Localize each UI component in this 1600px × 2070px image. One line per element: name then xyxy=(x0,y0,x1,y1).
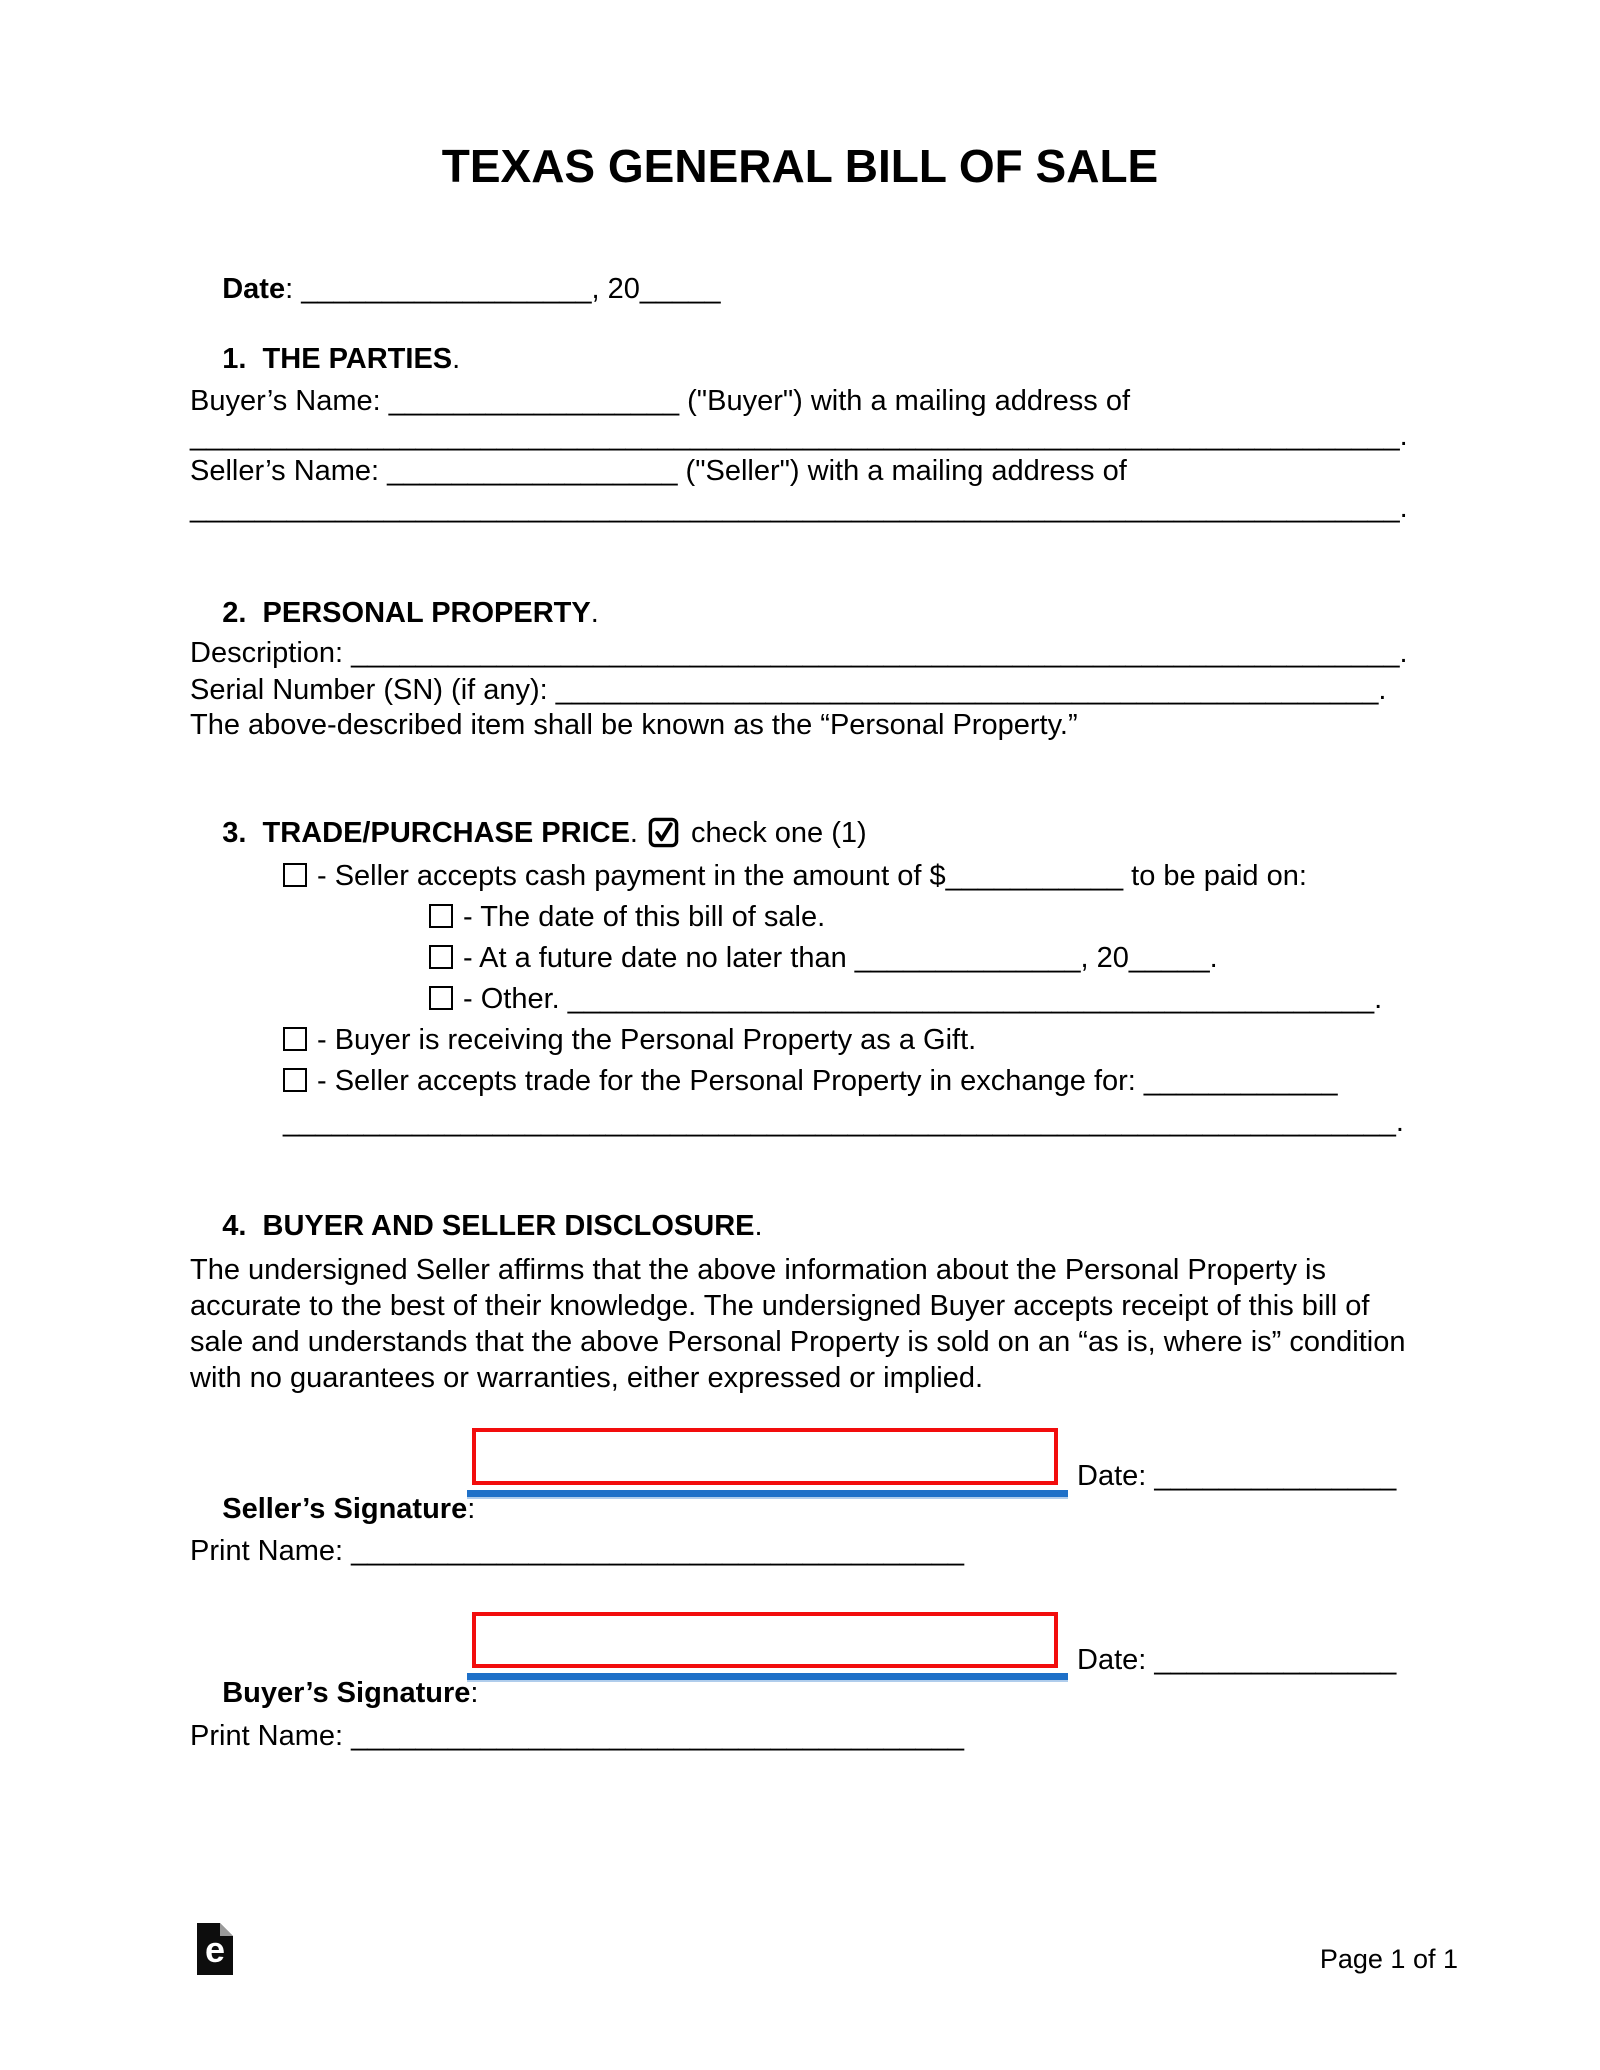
option-gift: - Buyer is receiving the Personal Property as a Gift. xyxy=(283,1024,976,1057)
buyer-signature-field[interactable] xyxy=(472,1612,1058,1668)
buyer-address-blank: ___________________________________________________________________________. xyxy=(190,420,1408,452)
option-future-date: - At a future date no later than ______________, 20_____. xyxy=(429,942,1218,975)
seller-date-line: Date: _______________ xyxy=(1077,1460,1397,1492)
eforms-logo-icon xyxy=(197,1923,233,1975)
option-trade: - Seller accepts trade for the Personal Property in exchange for: ____________ xyxy=(283,1065,1337,1098)
seller-name-line: Seller’s Name: __________________ ("Seller") with a mailing address of xyxy=(190,455,1127,487)
date-blank: : __________________, 20_____ xyxy=(285,273,721,305)
checkbox-unchecked-icon[interactable] xyxy=(283,863,307,887)
checkbox-checked-icon xyxy=(648,817,679,856)
page-number: Page 1 of 1 xyxy=(1319,1944,1458,1974)
seller-signature-label: Seller’s Signature: xyxy=(222,1493,484,1525)
disclosure-paragraph: The undersigned Seller affirms that the above information about the Personal Property is accurate to the best of their knowledge. The undersigned Buyer accepts receipt of this bill of sale and understands that the above Personal Property is sold on an “as is, where is” condition with no guarantees or warranties, either expressed or implied. xyxy=(190,1254,1406,1394)
trade-blank-continuation: _____________________________________________________________________. xyxy=(283,1106,1404,1138)
buyer-signature-field-line xyxy=(467,1673,1068,1680)
section-3-heading: 3. TRADE/PURCHASE PRICE. check one (1) xyxy=(190,784,867,889)
option-cash-payment: - Seller accepts cash payment in the amount of $___________ to be paid on: xyxy=(283,860,1307,893)
logo-fold-cut xyxy=(220,1923,233,1936)
date-label: Date xyxy=(222,273,286,305)
option-date-of-sale: - The date of this bill of sale. xyxy=(429,901,825,934)
section-1-heading: 1. THE PARTIES. xyxy=(222,343,461,375)
check-one-note: check one (1) xyxy=(690,817,867,849)
section-2-heading: 2. PERSONAL PROPERTY. xyxy=(222,597,599,629)
checkbox-unchecked-icon[interactable] xyxy=(429,904,453,928)
seller-address-blank: ___________________________________________________________________________. xyxy=(190,492,1408,524)
seller-print-name-line: Print Name: ______________________________________ xyxy=(190,1535,965,1567)
buyer-print-name-line: Print Name: ______________________________________ xyxy=(190,1720,965,1752)
buyer-date-line: Date: _______________ xyxy=(1077,1644,1397,1676)
checkbox-unchecked-icon[interactable] xyxy=(429,986,453,1010)
description-line: Description: _________________________________________________________________. xyxy=(190,637,1408,669)
known-as-line: The above-described item shall be known as the “Personal Property.” xyxy=(190,709,1078,741)
seller-signature-field-line xyxy=(467,1490,1068,1497)
option-other: - Other. __________________________________________________. xyxy=(429,983,1382,1016)
eforms-logo-letter: e xyxy=(204,1929,226,1970)
seller-signature-field[interactable] xyxy=(472,1428,1058,1485)
serial-number-line: Serial Number (SN) (if any): ___________________________________________________. xyxy=(190,674,1387,706)
buyer-signature-label: Buyer’s Signature: xyxy=(222,1677,487,1709)
checkbox-unchecked-icon[interactable] xyxy=(429,945,453,969)
checkbox-unchecked-icon[interactable] xyxy=(283,1068,307,1092)
buyer-name-line: Buyer’s Name: __________________ ("Buyer") with a mailing address of xyxy=(190,385,1131,417)
document-title: TEXAS GENERAL BILL OF SALE xyxy=(441,140,1159,192)
section-4-heading: 4. BUYER AND SELLER DISCLOSURE. xyxy=(222,1210,763,1242)
checkbox-unchecked-icon[interactable] xyxy=(283,1027,307,1051)
